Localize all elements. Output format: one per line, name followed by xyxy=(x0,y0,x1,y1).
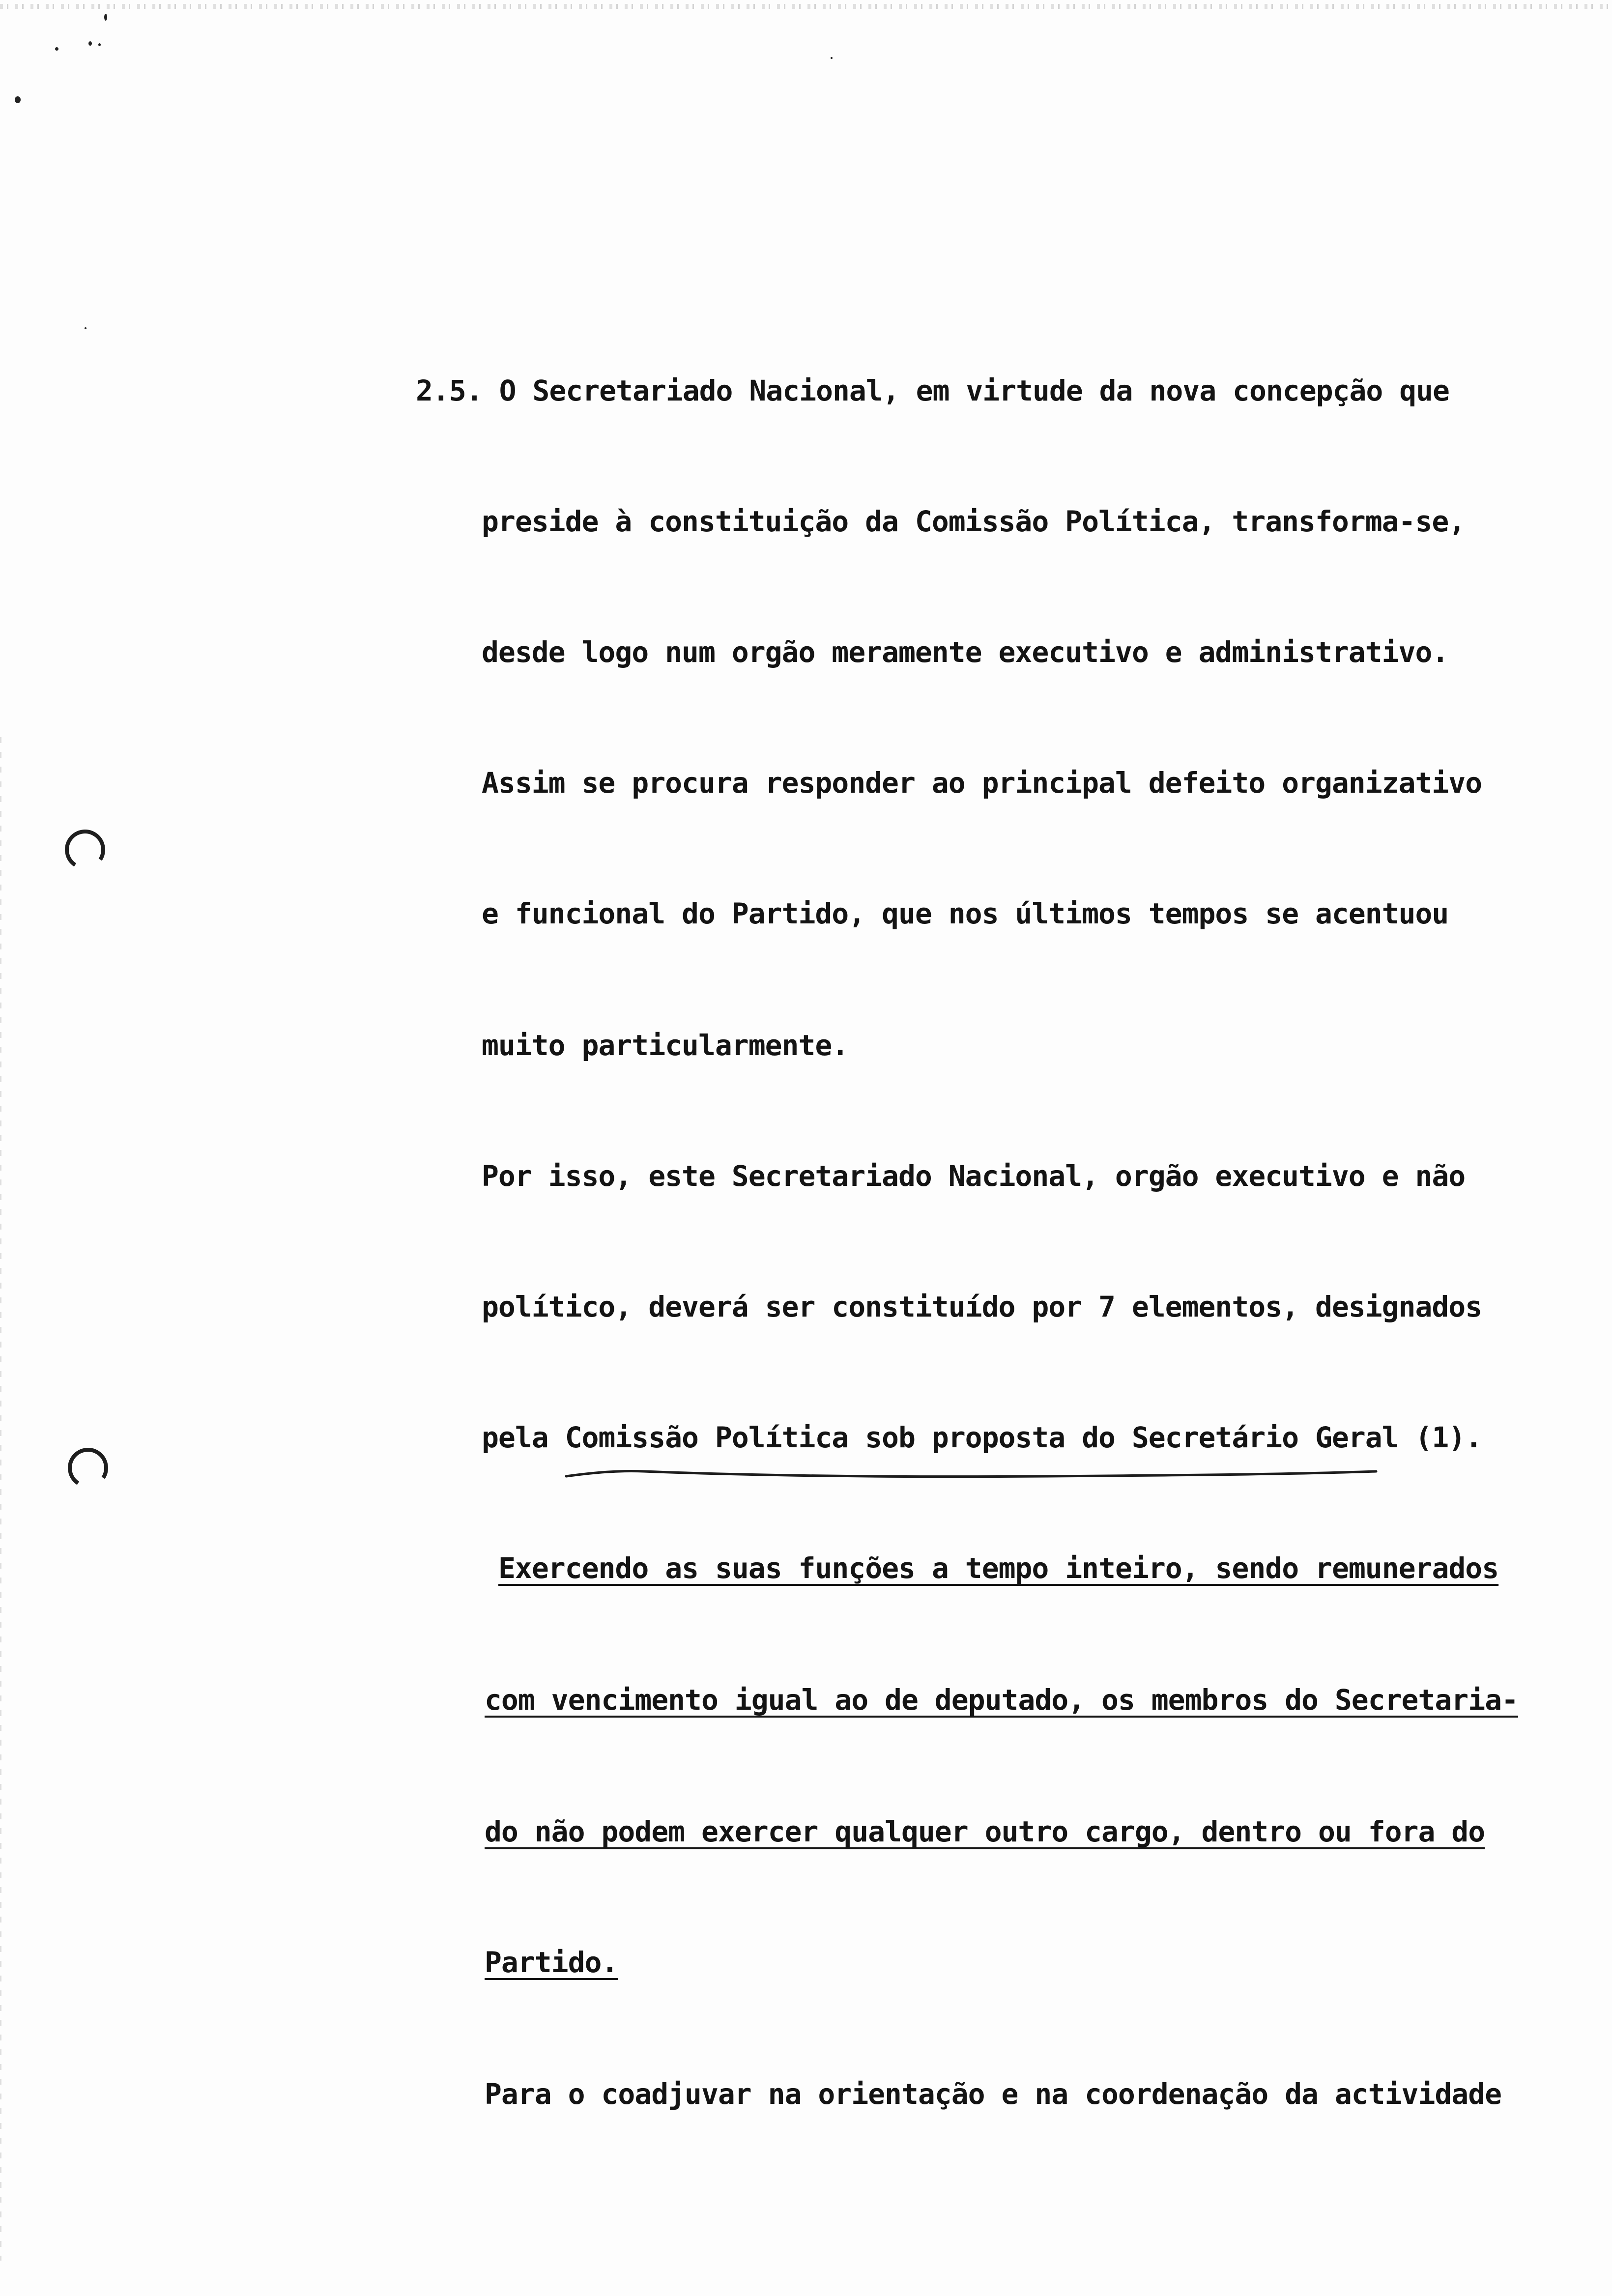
paragraph-line: 2.5. O Secretariado Nacional, em virtude da nova concepção que xyxy=(416,374,1449,407)
scan-left-edge xyxy=(0,737,1,2261)
paragraph-line: Assim se procura responder ao principal defeito organizativo xyxy=(482,766,1482,800)
scan-speck xyxy=(55,47,58,51)
scan-speck xyxy=(88,41,92,46)
underlined-line: Partido. xyxy=(485,1946,618,1979)
underlined-line: do não podem exercer qualquer outro cargo, dentro ou fora do xyxy=(485,1815,1485,1848)
paragraph-line: muito particularmente. xyxy=(482,1029,849,1062)
paragraph-line: Para o coadjuvar na orientação e na coordenação da actividade xyxy=(485,2077,1502,2111)
punch-hole xyxy=(64,1444,112,1492)
paragraph-line: Por isso, este Secretariado Nacional, orgão executivo e não xyxy=(482,1159,1466,1193)
paragraph-line: preside à constituição da Comissão Política, transforma-se, xyxy=(482,505,1466,538)
paragraph-line: pela Comissão Política sob proposta do Secretário Geral (1). xyxy=(482,1421,1482,1454)
handwritten-underline xyxy=(565,1465,1401,1485)
underlined-line: Exercendo as suas funções a tempo inteiro, sendo remunerados xyxy=(498,1551,1499,1585)
scan-speck xyxy=(98,43,101,46)
scan-speck xyxy=(104,14,107,21)
paragraph-line: e funcional do Partido, que nos últimos tempos se acentuou xyxy=(482,897,1449,930)
scan-speck xyxy=(831,57,833,59)
punch-hole xyxy=(61,826,109,873)
paragraph-line: desde logo num orgão meramente executivo e administrativo. xyxy=(482,635,1449,669)
scan-top-edge xyxy=(0,4,1612,9)
underlined-line: com vencimento igual ao de deputado, os membros do Secretaria- xyxy=(485,1683,1518,1717)
paragraph-line: político, deverá ser constituído por 7 elementos, designados xyxy=(482,1290,1482,1323)
scan-speck xyxy=(85,327,86,329)
scan-speck xyxy=(15,96,21,103)
